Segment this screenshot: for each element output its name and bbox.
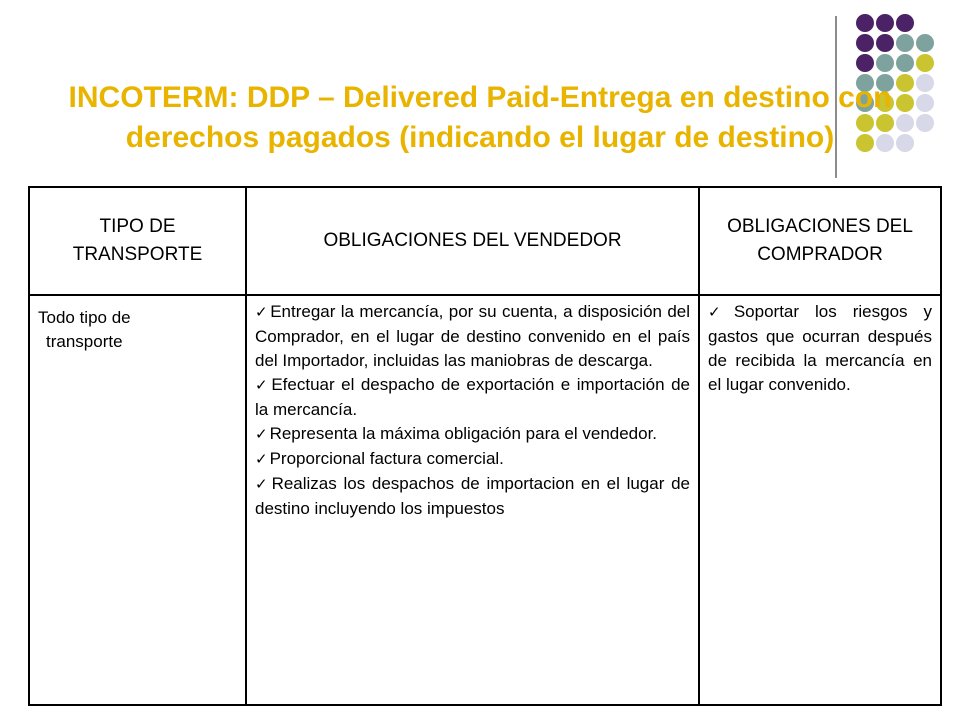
decorative-dot bbox=[896, 34, 914, 52]
decorative-dot bbox=[876, 14, 894, 32]
checkmark-icon: ✓ bbox=[708, 304, 732, 321]
seller-obligation-text: Representa la máxima obligación para el vendedor. bbox=[269, 424, 658, 443]
checkmark-icon: ✓ bbox=[255, 426, 268, 443]
checkmark-icon: ✓ bbox=[255, 304, 269, 321]
seller-obligation-text: Proporcional factura comercial. bbox=[269, 449, 504, 468]
header-transport-type: TIPO DE TRANSPORTE bbox=[29, 187, 246, 295]
table-header-row bbox=[29, 187, 941, 295]
seller-obligation-item bbox=[255, 422, 690, 447]
seller-obligation-text: Entregar la mercancía, por su cuenta, a disposición del Comprador, en el lugar de destino convenido en el país del Importador, incluidas las maniobras de descarga. bbox=[255, 302, 691, 370]
decorative-dot bbox=[916, 54, 934, 72]
decorative-dot bbox=[856, 34, 874, 52]
decorative-dot bbox=[916, 74, 934, 92]
buyer-obligation-item bbox=[708, 300, 932, 397]
seller-obligation-item bbox=[255, 373, 690, 422]
buyer-obligation-text: Soportar los riesgos y gastos que ocurran después de recibida la mercancía en el lugar convenido. bbox=[708, 302, 932, 394]
table-row bbox=[29, 295, 941, 705]
decorative-dot bbox=[896, 54, 914, 72]
checkmark-icon: ✓ bbox=[255, 451, 268, 468]
header-buyer-obligations: OBLIGACIONES DEL COMPRADOR bbox=[699, 187, 941, 295]
transport-type-line1: Todo tipo de bbox=[38, 308, 131, 327]
seller-obligation-item bbox=[255, 472, 690, 521]
decorative-dot bbox=[856, 54, 874, 72]
decorative-dot bbox=[856, 14, 874, 32]
decorative-dot bbox=[916, 94, 934, 112]
decorative-dot bbox=[876, 34, 894, 52]
transport-type-line2: transporte bbox=[46, 332, 123, 351]
seller-obligation-text: Efectuar el despacho de exportación e importación de la mercancía. bbox=[255, 375, 690, 419]
seller-obligation-item bbox=[255, 300, 690, 373]
checkmark-icon: ✓ bbox=[255, 377, 270, 394]
decorative-dot bbox=[916, 114, 934, 132]
slide-title: INCOTERM: DDP – Delivered Paid-Entrega en destino con derechos pagados (indicando el lugar de destino) bbox=[68, 81, 892, 154]
decorative-dot bbox=[916, 34, 934, 52]
decorative-dot bbox=[876, 54, 894, 72]
seller-obligation-text: Realizas los despachos de importacion en el lugar de destino incluyendo los impuestos bbox=[255, 474, 690, 518]
header-seller-obligations: OBLIGACIONES DEL VENDEDOR bbox=[246, 187, 699, 295]
checkmark-icon: ✓ bbox=[255, 476, 270, 493]
transport-type-cell bbox=[29, 295, 246, 705]
seller-obligation-item bbox=[255, 447, 690, 472]
incoterm-table bbox=[28, 186, 942, 706]
seller-obligations-cell bbox=[246, 295, 699, 705]
buyer-obligations-cell bbox=[699, 295, 941, 705]
decorative-dot bbox=[896, 14, 914, 32]
